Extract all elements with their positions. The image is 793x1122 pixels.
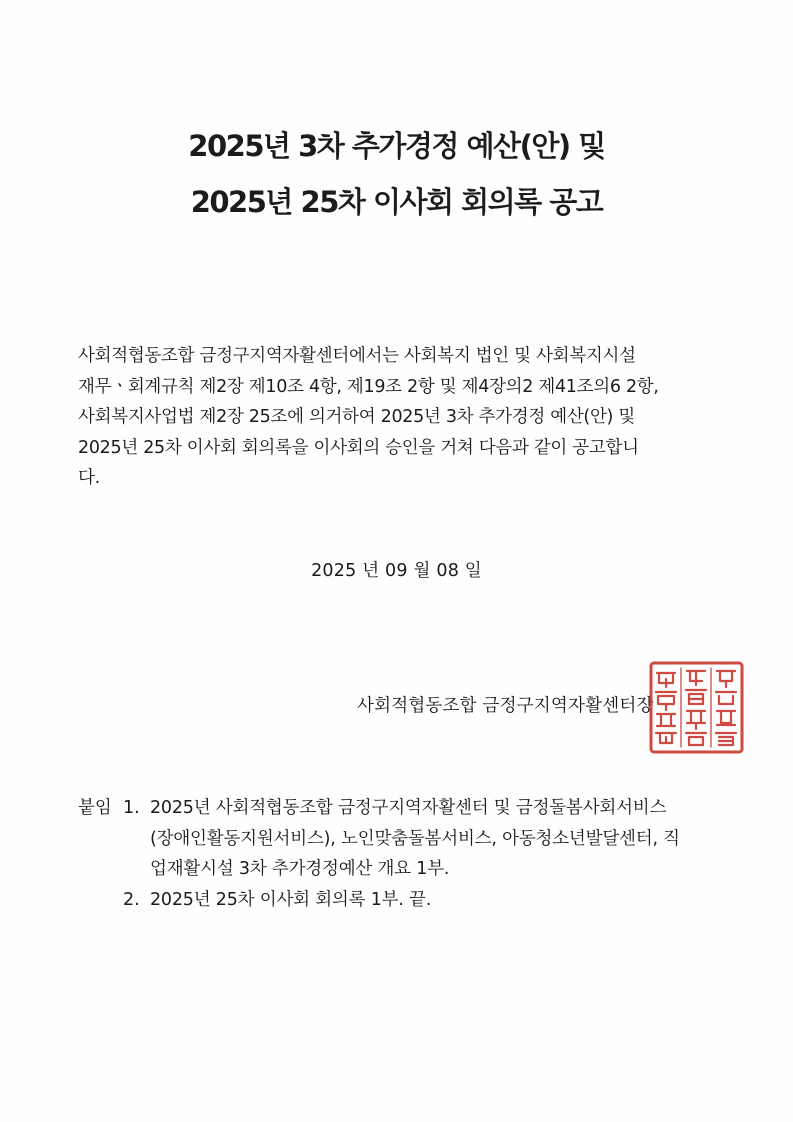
attachment-text: 2025년 25차 이사회 회의록 1부. 끝. (150, 889, 432, 910)
attachment-item (78, 885, 758, 916)
title-line-2: 2025년 25차 이사회 회의록 공고 (190, 185, 603, 219)
attachment-text: 업재활시설 3차 추가경정예산 개요 1부. (150, 859, 450, 879)
official-seal-stamp (647, 659, 746, 756)
document-title (0, 118, 793, 230)
attachment-continuation (78, 824, 758, 855)
attachment-item (78, 793, 758, 824)
attachments-heading: 붙임 (78, 798, 112, 818)
body-line: 사회복지사업법 제2장 25조에 의거하여 2025년 3차 추가경정 예산(안) 및 (78, 407, 635, 427)
notice-date: 2025 년 09 월 08 일 (311, 561, 482, 581)
body-line: 2025년 25차 이사회 회의록을 이사회의 승인을 거쳐 다음과 같이 공고합니 (78, 437, 639, 458)
attachment-text: (장애인활동지원서비스), 노인맞춤돌봄서비스, 아동청소년발달센터, 직 (150, 828, 680, 849)
attachment-continuation (78, 854, 758, 885)
attachment-number: 1. (123, 798, 140, 818)
attachments-section (78, 793, 758, 915)
attachment-number: 2. (123, 889, 140, 910)
body-line: 재무ㆍ회계규칙 제2장 제10조 4항, 제19조 2항 및 제4장의2 제41조의6 2항, (78, 376, 659, 397)
body-line: 다. (78, 468, 100, 488)
title-line-1: 2025년 3차 추가경정 예산(안) 및 (188, 129, 605, 163)
attachment-text: 2025년 사회적협동조합 금정구지역자활센터 및 금정돌봄사회서비스 (150, 798, 667, 818)
body-line: 사회적협동조합 금정구지역자활센터에서는 사회복지 법인 및 사회복지시설 (78, 346, 636, 366)
issuer-name: 사회적협동조합 금정구지역자활센터장 (357, 696, 654, 716)
notice-body (78, 341, 738, 494)
